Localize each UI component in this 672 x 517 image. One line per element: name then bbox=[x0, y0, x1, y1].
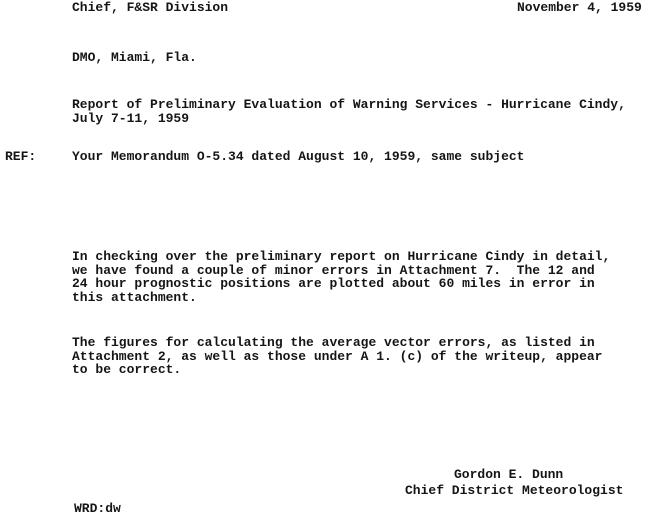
subject-line: July 7-11, 1959 bbox=[72, 110, 190, 126]
memo-from: DMO, Miami, Fla. bbox=[72, 50, 197, 65]
signature-title: Chief District Meteorologist bbox=[405, 483, 624, 498]
body-paragraph-1 bbox=[72, 250, 610, 304]
typist-initials: WRD:dw bbox=[74, 501, 121, 516]
paragraph-line: to be correct. bbox=[72, 362, 182, 377]
paragraph-line: 24 hour prognostic positions are plotted about 60 miles in error in bbox=[72, 276, 595, 291]
paragraph-line: this attachment. bbox=[72, 289, 197, 305]
ref-label: REF: bbox=[5, 149, 37, 164]
paragraph-line: In checking over the preliminary report on Hurricane Cindy in detail, bbox=[72, 249, 611, 264]
signature-name: Gordon E. Dunn bbox=[454, 467, 564, 482]
memo-date: November 4, 1959 bbox=[517, 0, 642, 15]
memo-subject bbox=[72, 98, 626, 125]
subject-line: Report of Preliminary Evaluation of Warning Services - Hurricane Cindy, bbox=[72, 97, 626, 112]
paragraph-line: we have found a couple of minor errors in Attachment 7. The 12 and bbox=[72, 262, 595, 278]
body-paragraph-2 bbox=[72, 336, 603, 377]
paragraph-line: Attachment 2, as well as those under A 1. (c) of the writeup, appear bbox=[72, 348, 603, 364]
paragraph-line: The figures for calculating the average vector errors, as listed in bbox=[72, 335, 595, 350]
memo-to: Chief, F&SR Division bbox=[72, 0, 229, 15]
ref-text: Your Memorandum O-5.34 dated August 10, 1959, same subject bbox=[72, 149, 525, 164]
